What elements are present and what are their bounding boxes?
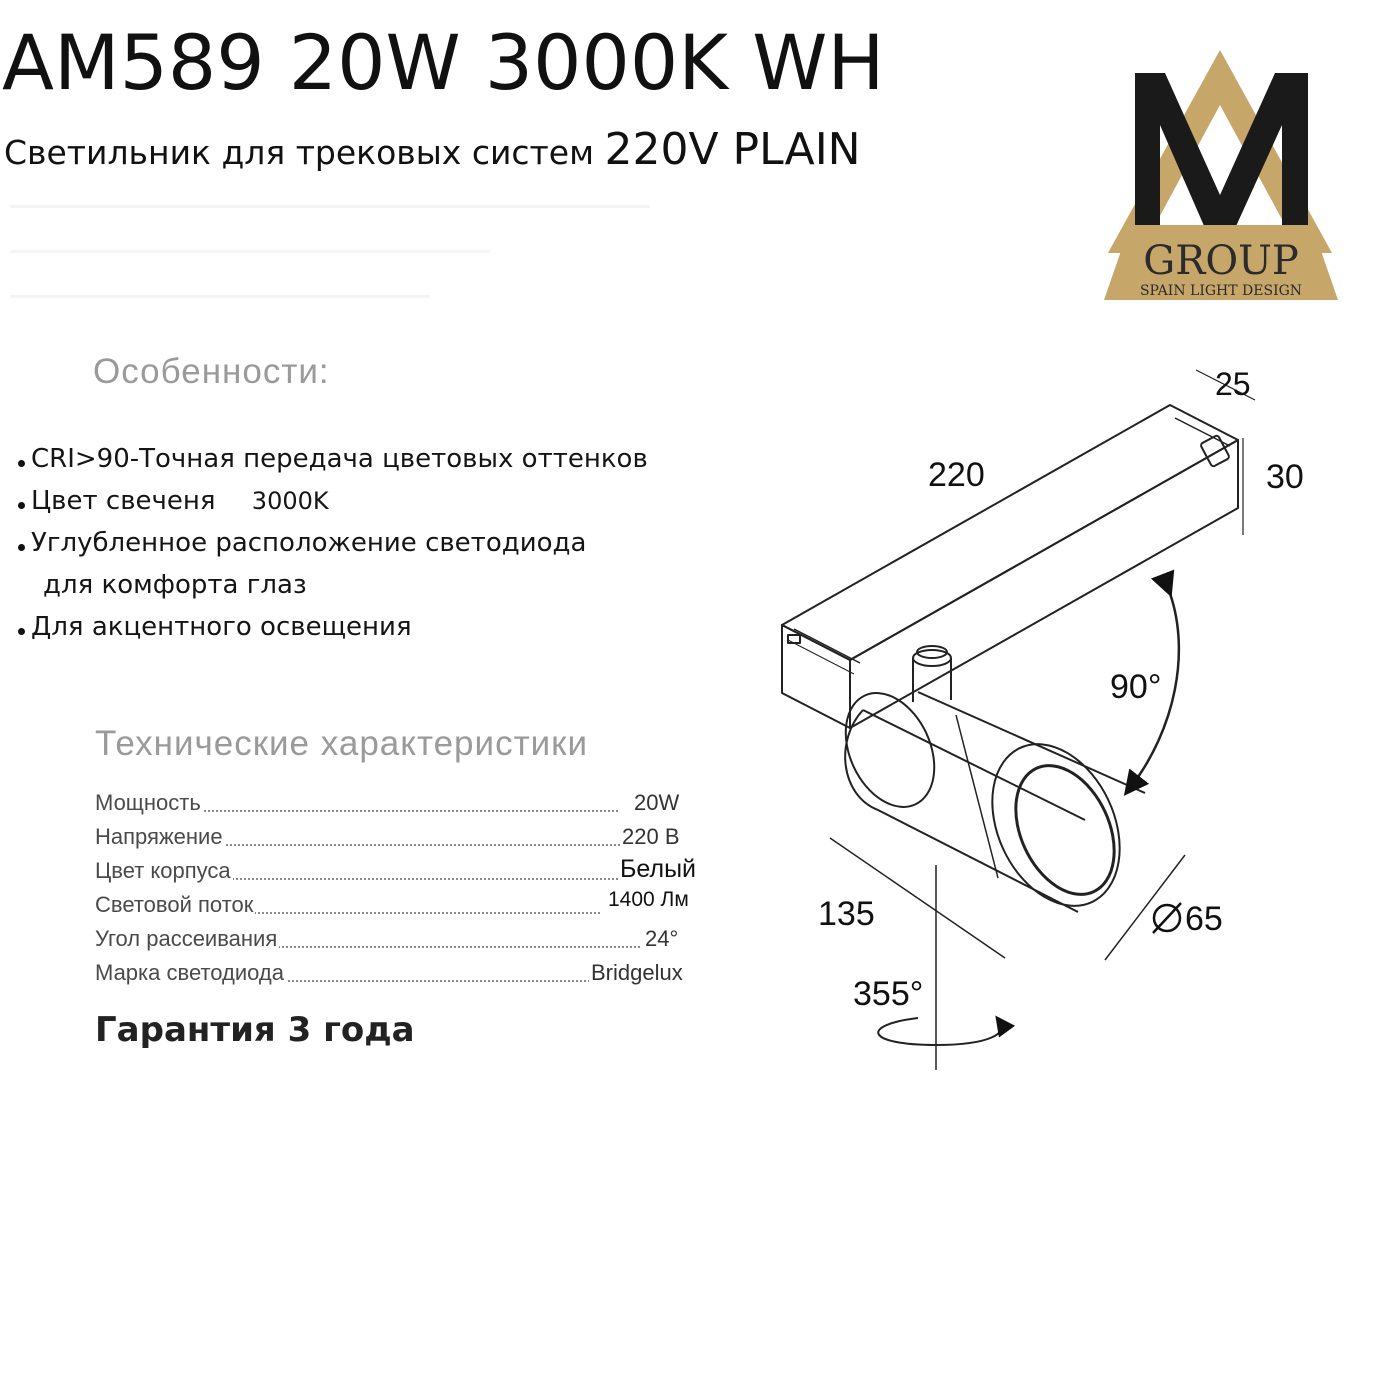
spec-value: 220 В: [622, 824, 680, 849]
feature-item: [18, 486, 329, 516]
feature-value: 3000K: [251, 487, 329, 515]
spec-value: Bridgelux: [591, 960, 683, 985]
dim-diameter-label: 65: [1185, 900, 1223, 938]
fixture-diagram: [760, 350, 1304, 1080]
feature-item: [18, 444, 648, 474]
specs-heading: Технические характеристики: [95, 724, 589, 763]
diameter-icon: [1153, 903, 1181, 933]
dim-length-label: 220: [928, 456, 985, 494]
bullet-dot: [18, 628, 25, 635]
spec-label: Световой поток: [95, 892, 254, 917]
spec-row: [95, 890, 710, 920]
dim-width-label: 25: [1215, 366, 1251, 402]
faint-line: [10, 295, 430, 298]
spec-row: [95, 856, 710, 886]
head-back: [828, 679, 951, 822]
spec-row: [95, 924, 710, 954]
feature-text: для комфорта глаз: [43, 570, 307, 600]
feature-item: [18, 612, 412, 642]
track-side-face: [850, 440, 1238, 728]
spec-label: Напряжение: [95, 824, 223, 849]
end-slot: [788, 635, 800, 643]
spec-row: [95, 822, 710, 852]
feature-item: [18, 528, 586, 558]
tilt-angle-label: 90°: [1110, 668, 1162, 706]
spec-label: Марка светодиода: [95, 960, 284, 985]
track-top-face: [782, 405, 1238, 660]
dim-height-label: 30: [1266, 458, 1304, 496]
spec-value: Белый: [620, 855, 697, 883]
features-heading: Особенности:: [93, 352, 330, 391]
faint-line: [10, 205, 650, 208]
product-title: AM589 20W 3000K WH: [2, 18, 885, 107]
spec-value: 1400 Лм: [608, 888, 689, 911]
feature-text: CRI>90-Точная передача цветовых оттенков: [31, 444, 648, 474]
bullet-dot: [18, 544, 25, 551]
subtitle-tail: 220V PLAIN: [604, 124, 861, 175]
feature-text: Углубленное расположение светодиода: [31, 528, 587, 558]
spec-row: [95, 958, 710, 988]
spec-value: 20W: [634, 790, 680, 815]
mgroup-logo: [1100, 45, 1345, 305]
rotation-arc: [878, 1018, 1002, 1045]
product-subtitle: [4, 124, 861, 175]
rotation-angle-label: 355°: [853, 975, 924, 1013]
feature-continuation: [18, 570, 307, 600]
feature-text: Для акцентного освещения: [31, 612, 412, 642]
dim-depth-label: 135: [818, 895, 875, 933]
spec-label: Угол рассеивания: [95, 926, 278, 951]
connector-slot: [1200, 435, 1230, 467]
spec-row: [95, 788, 710, 818]
warranty-text: Гарантия 3 года: [95, 1010, 415, 1050]
spec-label: Мощность: [95, 790, 201, 815]
faint-line: [10, 250, 490, 253]
feature-text: Цвет свеченя: [31, 486, 216, 516]
spec-value: 24°: [645, 926, 679, 951]
bullet-dot: [18, 502, 25, 509]
logo-tagline-text: SPAIN LIGHT DESIGN: [1139, 283, 1303, 299]
spec-label: Цвет корпуса: [95, 858, 231, 883]
logo-brand-text: GROUP: [1143, 238, 1299, 284]
head-lens: [996, 750, 1133, 910]
subtitle-main: Светильник для трековых систем: [4, 133, 594, 172]
bullet-dot: [18, 460, 25, 467]
